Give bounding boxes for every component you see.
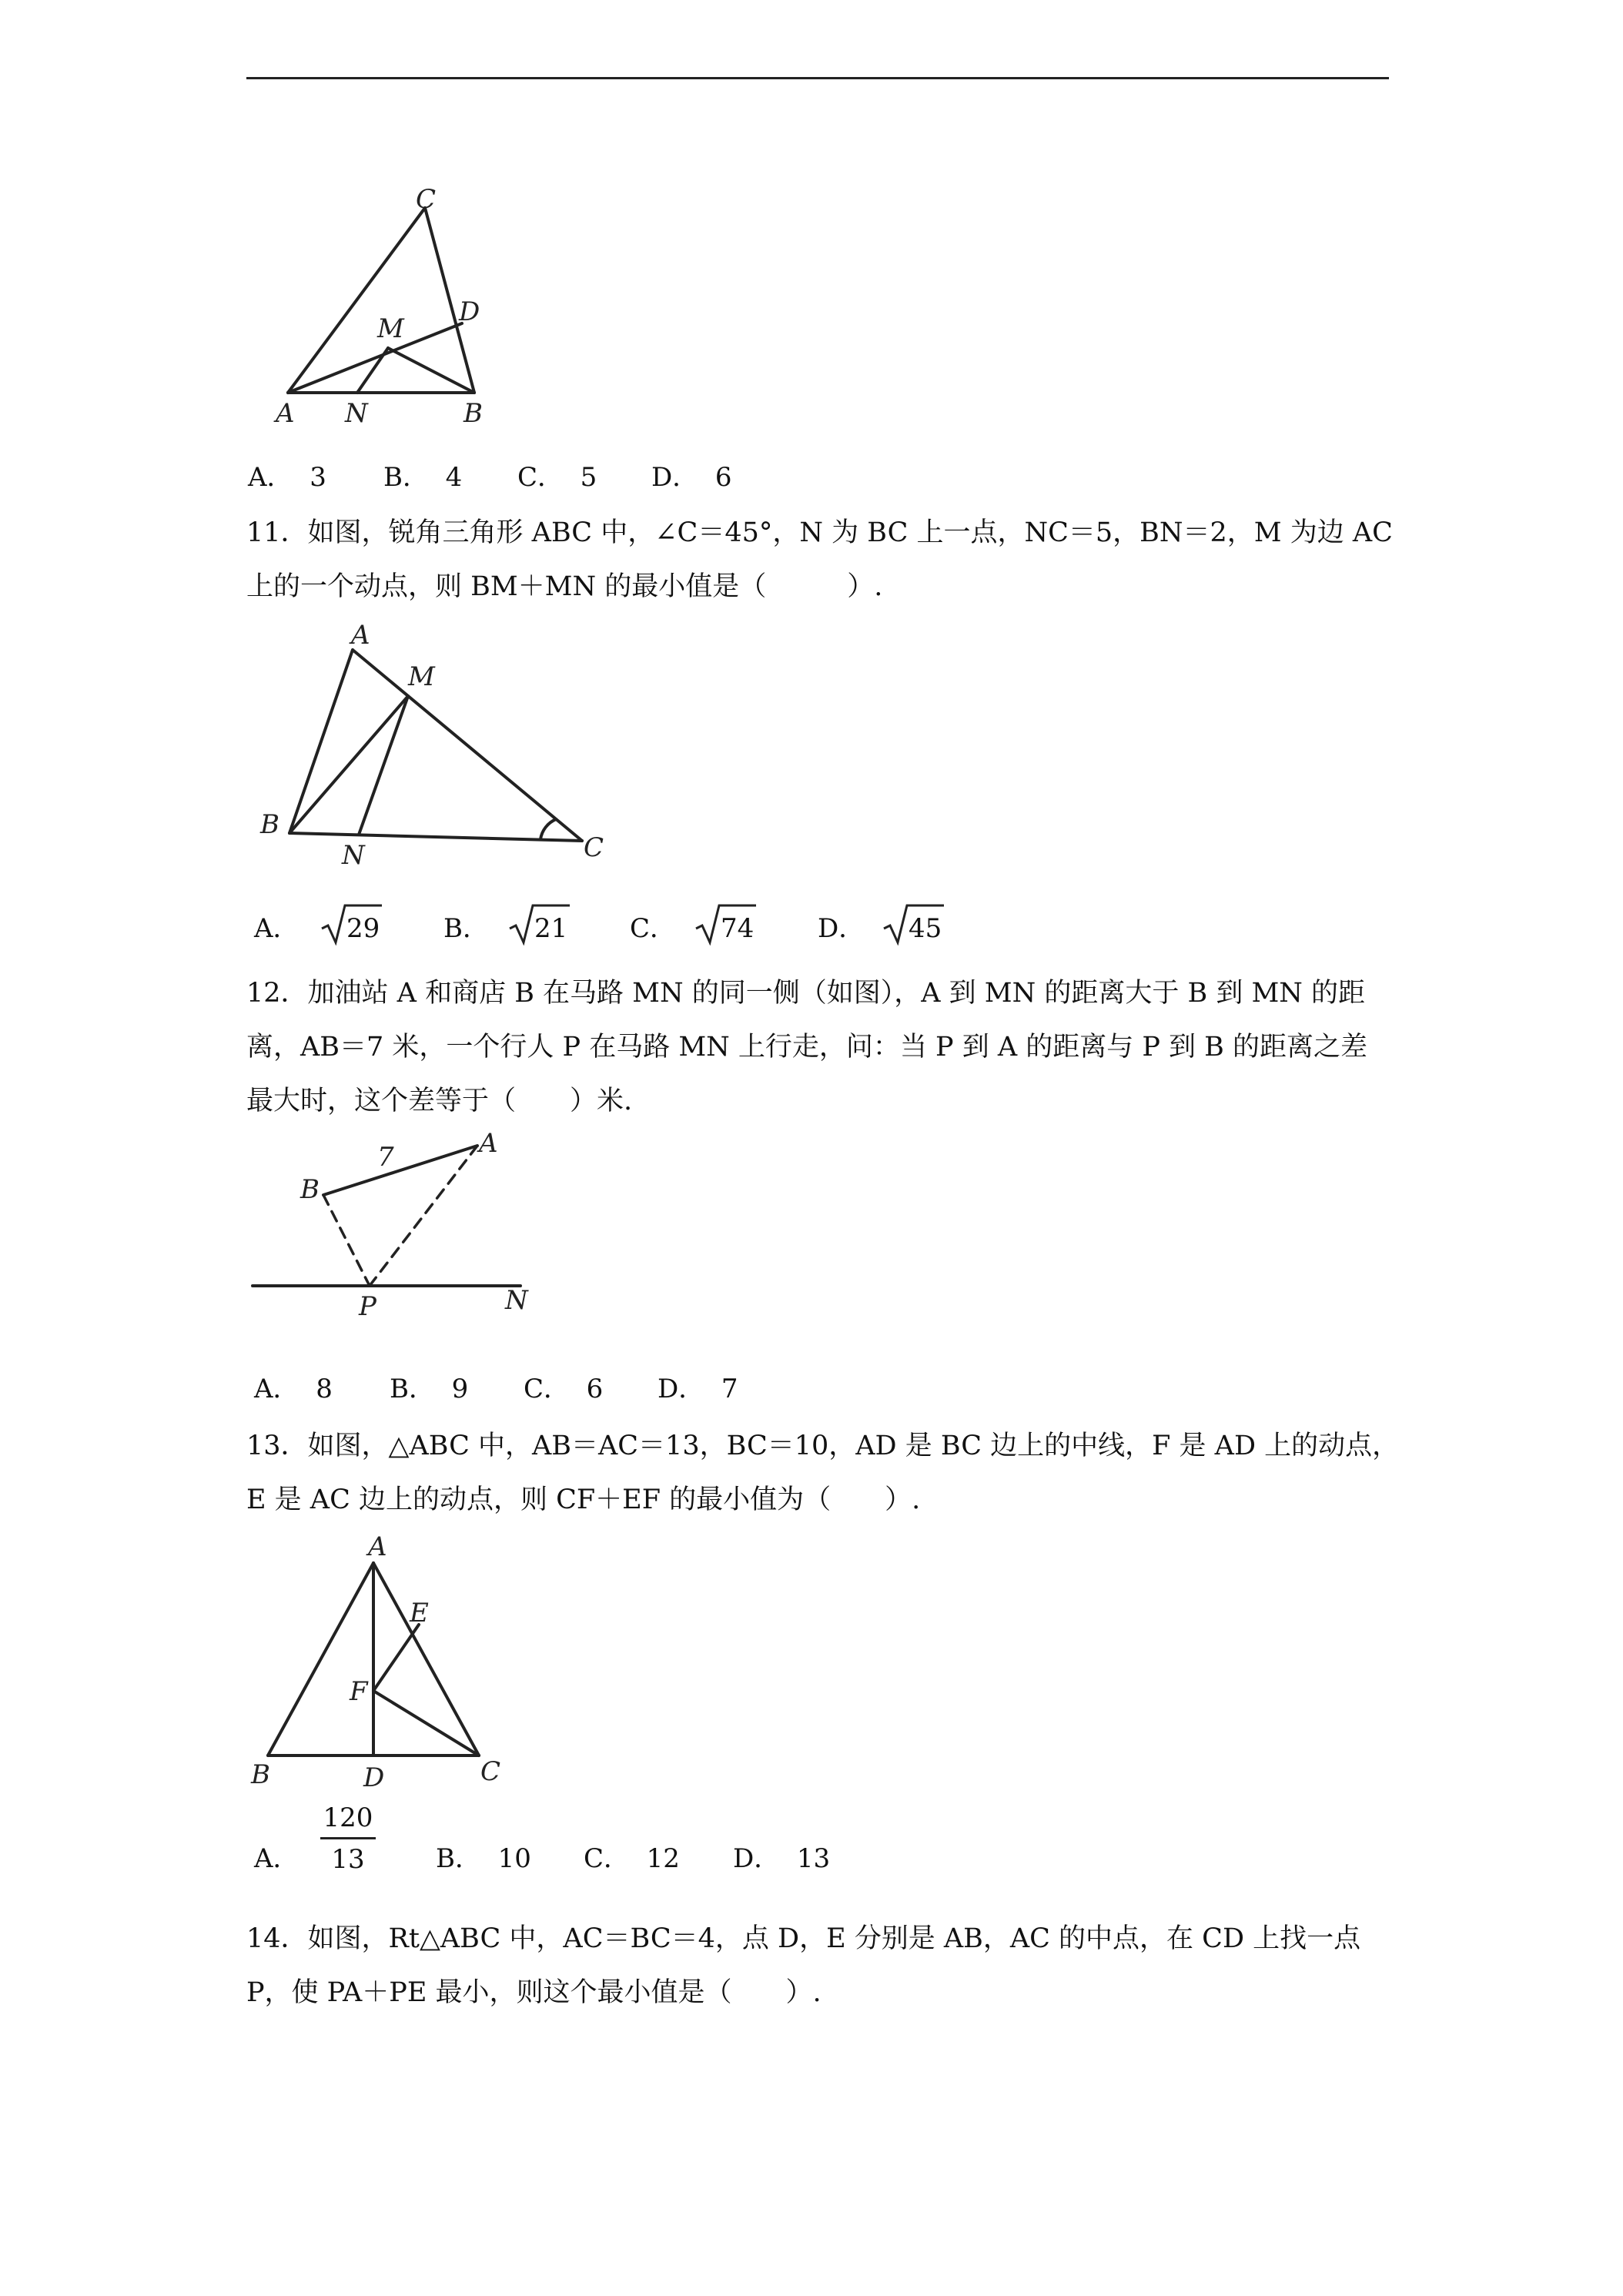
q12-choice-b: B． 9 (390, 1374, 469, 1404)
label-a: A (368, 1531, 387, 1562)
figure-triangle-abc-q11 (254, 616, 616, 878)
q14-text-line-2: P，使 PA＋PE 最小，则这个最小值是（ ）. (246, 1977, 822, 2008)
q13-choice-a-label: A． (254, 1843, 300, 1874)
label-m: M (408, 661, 435, 692)
label-c: C (584, 832, 604, 863)
q14-text-line-1: 14．如图，Rt△ABC 中，AC＝BC＝4，点 D，E 分别是 AB，AC 的中点，在 CD 上找一点 (246, 1923, 1361, 1954)
q11-choice-d-sqrt (882, 902, 944, 946)
q10-choice-c: C． 5 (517, 462, 597, 493)
q10-choice-b: B． 4 (383, 462, 463, 493)
q12-choices (254, 1369, 793, 1409)
label-b: B (463, 398, 483, 429)
q13-choice-b: B． 10 (436, 1843, 531, 1874)
label-p: P (359, 1291, 376, 1322)
label-d: D (363, 1762, 385, 1793)
figure-isosceles-triangle-q13 (246, 1532, 539, 1794)
q11-choice-c-label: C． (630, 913, 677, 944)
q13-choice-a-numerator: 120 (320, 1799, 376, 1839)
label-e: E (410, 1598, 429, 1628)
q11-choice-b-sqrt (508, 902, 570, 946)
label-seven: 7 (377, 1142, 394, 1173)
q11-text-line-1: 11．如图，锐角三角形 ABC 中，∠C＝45°，N 为 BC 上一点，NC＝5，BN＝2，M 为边 AC (246, 517, 1393, 548)
q12-text-line-2: 离，AB＝7 米，一个行人 P 在马路 MN 上行走，问：当 P 到 A 的距离与 P 到 B 的距离之差 (246, 1032, 1368, 1063)
q12-text-line-1: 12．加油站 A 和商店 B 在马路 MN 的同一侧（如图），A 到 MN 的距离大于 B 到 MN 的距 (246, 978, 1366, 1009)
label-n: N (345, 398, 368, 429)
q12-choice-a: A． 8 (254, 1374, 333, 1404)
q12-choice-c: C． 6 (524, 1374, 604, 1404)
q11-choice-a-value: 29 (346, 913, 380, 944)
label-n: N (342, 840, 365, 871)
q10-choices (248, 457, 787, 497)
q11-choice-c-value: 74 (721, 913, 755, 944)
q13-choice-a-fraction (320, 1799, 376, 1879)
label-b: B (260, 809, 279, 840)
figure-road-mn-q12 (246, 1128, 554, 1324)
q13-text-line-1: 13．如图，△ABC 中，AB＝AC＝13，BC＝10，AD 是 BC 边上的中线，F 是 AD 上的动点， (246, 1431, 1400, 1461)
q11-choice-b-value: 21 (534, 913, 568, 944)
q11-choice-a-sqrt (320, 902, 382, 946)
header-rule (246, 77, 1389, 79)
q13-choice-a-denominator: 13 (331, 1844, 365, 1875)
label-f: F (350, 1676, 368, 1707)
label-d: D (459, 296, 480, 327)
figure-triangle-abc-q10 (262, 185, 539, 439)
q13-choices (254, 1802, 947, 1879)
label-c: C (480, 1756, 501, 1787)
label-m: M (377, 313, 404, 344)
label-a: A (479, 1128, 498, 1159)
label-n: N (505, 1285, 528, 1316)
q12-choice-d: D． 7 (658, 1374, 738, 1404)
q13-choice-c: C． 12 (584, 1843, 680, 1874)
q10-choice-a: A． 3 (248, 462, 326, 493)
q11-choice-d-value: 45 (909, 913, 942, 944)
q13-text-line-2: E 是 AC 边上的动点，则 CF＋EF 的最小值为（ ）. (246, 1484, 921, 1515)
label-a: A (351, 620, 370, 651)
label-b: B (251, 1759, 270, 1790)
q11-choices (254, 909, 947, 955)
q11-choice-a-label: A． (254, 913, 300, 944)
q11-text-line-2: 上的一个动点，则 BM＋MN 的最小值是（ ）. (246, 571, 883, 602)
q10-choice-d: D． 6 (651, 462, 732, 493)
q13-choice-d: D． 13 (733, 1843, 831, 1874)
q12-text-line-3: 最大时，这个差等于（ ）米. (246, 1086, 633, 1116)
q11-choice-d-label: D． (818, 913, 865, 944)
q11-choice-b-label: B． (443, 913, 489, 944)
label-a: A (276, 398, 295, 429)
q11-choice-c-sqrt (694, 902, 756, 946)
label-b: B (300, 1174, 320, 1205)
label-c: C (416, 184, 437, 215)
